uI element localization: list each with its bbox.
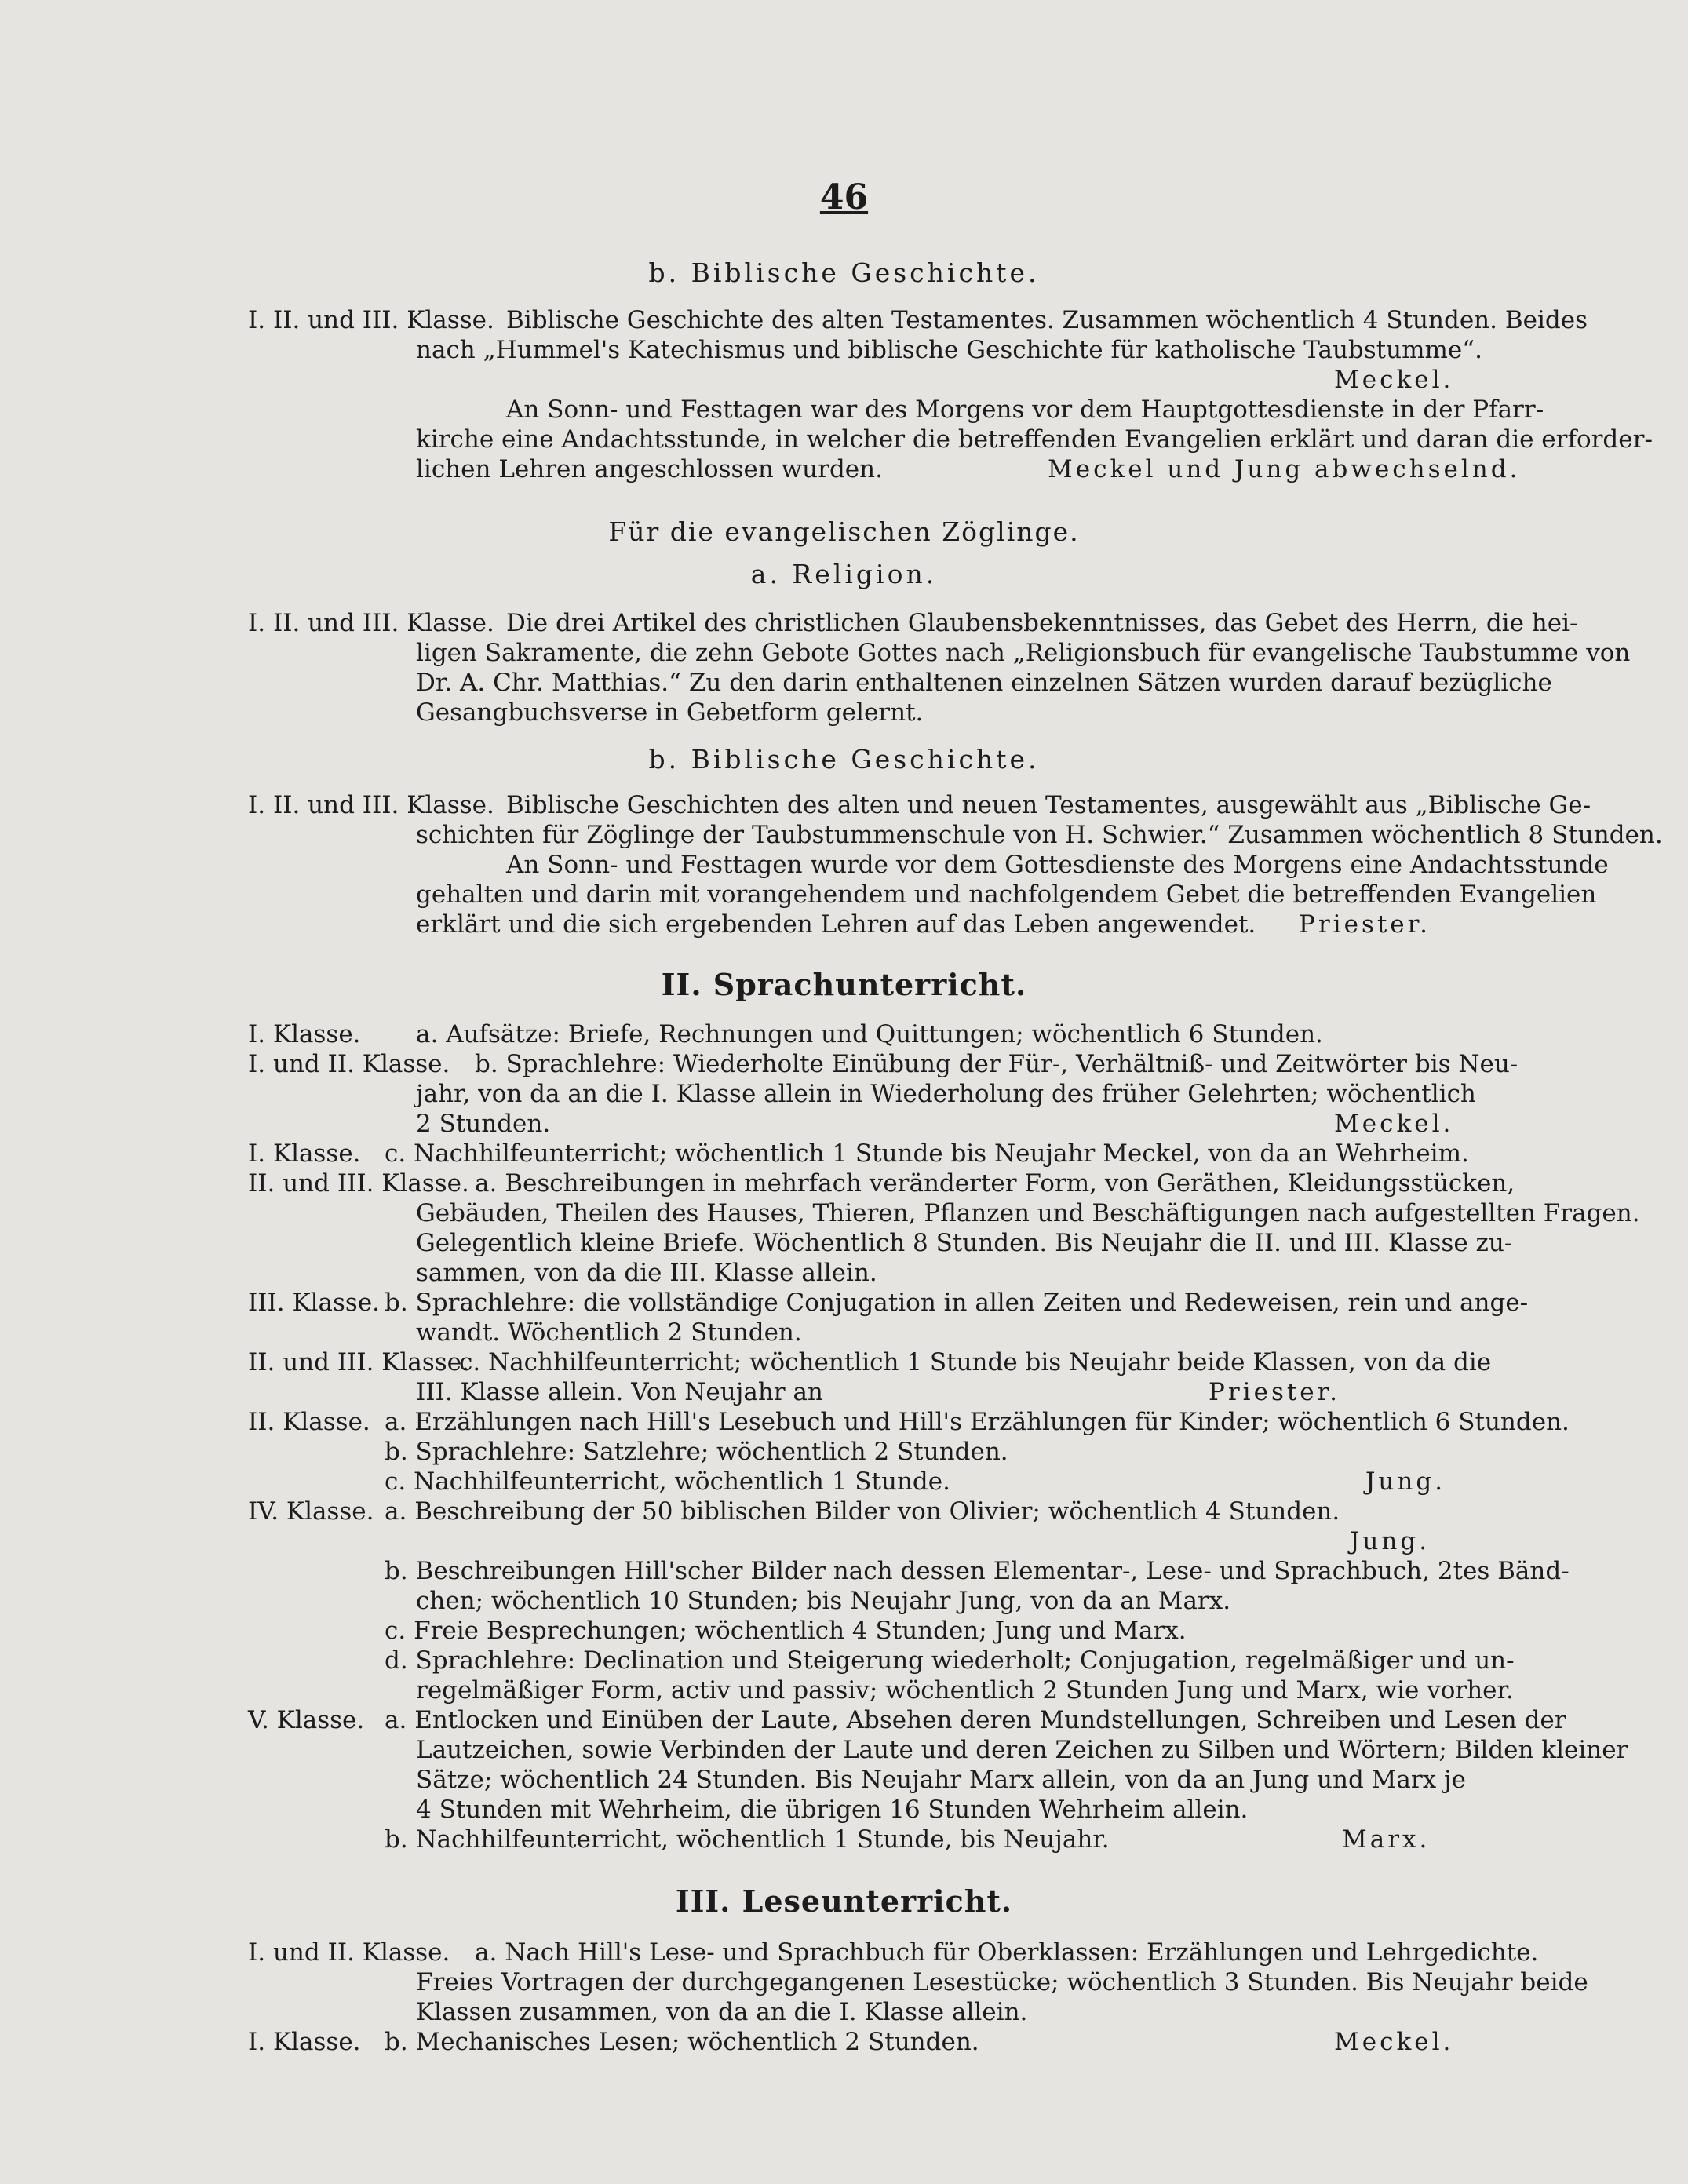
text-line: Klassen zusammen, von da an die I. Klasse allein. <box>416 1998 1028 2026</box>
text-line: 2 Stunden. <box>416 1110 551 1138</box>
text-line: b. Nachhilfeunterricht, wöchentlich 1 Stunde, bis Neujahr. <box>385 1825 1110 1854</box>
text-line: b. Beschreibungen Hill'scher Bilder nach dessen Elementar-, Lese- und Sprachbuch, 2tes Bänd- <box>385 1557 1570 1585</box>
class-label: I. Klasse. <box>248 1139 361 1168</box>
teacher-name: Priester. <box>1209 1378 1340 1406</box>
class-label: I. II. und III. Klasse. <box>248 609 494 637</box>
teacher-name: Meckel. <box>1334 1110 1454 1138</box>
class-label: V. Klasse. <box>248 1706 365 1734</box>
text-line: a. Beschreibung der 50 biblischen Bilder von Olivier; wöchentlich 4 Stunden. <box>385 1497 1340 1526</box>
text-line: An Sonn- und Festtagen wurde vor dem Gottesdienste des Morgens eine Andachtsstunde <box>506 851 1609 879</box>
text-line: erklärt und die sich ergebenden Lehren auf das Leben angewendet. <box>416 910 1256 939</box>
section-heading-biblische-geschichte: b. Biblische Geschichte. <box>648 257 1040 288</box>
text-line: nach „Hummel's Katechismus und biblische Geschichte für katholische Taubstumme“. <box>416 336 1482 364</box>
class-label: I. II. und III. Klasse. <box>248 306 494 334</box>
text-line: An Sonn- und Festtagen war des Morgens vor dem Hauptgottesdienste in der Pfarr- <box>506 396 1544 424</box>
section-heading-sprachunterricht: II. Sprachunterricht. <box>661 967 1027 1002</box>
text-line: III. Klasse allein. Von Neujahr an <box>416 1378 823 1406</box>
text-line: b. Sprachlehre: Wiederholte Einübung der Für-, Verhältniß- und Zeitwörter bis Neu- <box>475 1050 1518 1078</box>
text-line: 4 Stunden mit Wehrheim, die übrigen 16 Stunden Wehrheim allein. <box>416 1796 1249 1824</box>
class-label: II. Klasse. <box>248 1408 370 1436</box>
text-line: wandt. Wöchentlich 2 Stunden. <box>416 1318 802 1347</box>
teacher-name: Jung. <box>1350 1527 1431 1555</box>
text-line: Freies Vortragen der durchgegangenen Lesestücke; wöchentlich 3 Stunden. Bis Neujahr beide <box>416 1968 1588 1996</box>
text-line: Biblische Geschichte des alten Testamentes. Zusammen wöchentlich 4 Stunden. Beides <box>506 306 1588 334</box>
text-line: lichen Lehren angeschlossen wurden. <box>416 455 883 483</box>
class-label: III. Klasse. <box>248 1289 381 1317</box>
text-line: Gebäuden, Theilen des Hauses, Thieren, Pflanzen und Beschäftigungen nach aufgestellten Fragen. <box>416 1199 1640 1227</box>
text-line: kirche eine Andachtsstunde, in welcher die betreffenden Evangelien erklärt und daran die erforder- <box>416 425 1653 454</box>
text-line: sammen, von da die III. Klasse allein. <box>416 1259 877 1287</box>
class-label: II. und III. Klasse. <box>248 1348 469 1376</box>
text-line: jahr, von da an die I. Klasse allein in Wiederholung des früher Gelehrten; wöchentlich <box>416 1080 1476 1108</box>
text-line: ligen Sakramente, die zehn Gebote Gottes nach „Religionsbuch für evangelische Taubstumme von <box>416 639 1631 667</box>
text-line: c. Nachhilfeunterricht; wöchentlich 1 Stunde bis Neujahr beide Klassen, von da die <box>459 1348 1492 1376</box>
subheading-religion: a. Religion. <box>750 559 938 589</box>
text-line: a. Aufsätze: Briefe, Rechnungen und Quittungen; wöchentlich 6 Stunden. <box>416 1020 1323 1048</box>
teacher-name: Jung. <box>1365 1468 1446 1496</box>
text-line: a. Entlocken und Einüben der Laute, Absehen deren Mundstellungen, Schreiben und Lesen der <box>385 1706 1566 1734</box>
text-line: a. Erzählungen nach Hill's Lesebuch und Hill's Erzählungen für Kinder; wöchentlich 6 Stunden. <box>385 1408 1570 1436</box>
section-heading-leseunterricht: III. Leseunterricht. <box>675 1883 1013 1919</box>
teacher-name: Meckel. <box>1334 366 1454 394</box>
text-line: c. Nachhilfeunterricht, wöchentlich 1 Stunde. <box>385 1468 950 1496</box>
text-line: regelmäßiger Form, activ und passiv; wöchentlich 2 Stunden Jung und Marx, wie vorher. <box>416 1676 1514 1705</box>
class-label: I. Klasse. <box>248 1020 361 1048</box>
class-label: I. und II. Klasse. <box>248 1050 450 1078</box>
text-line: Biblische Geschichten des alten und neuen Testamentes, ausgewählt aus „Biblische Ge- <box>506 791 1591 819</box>
class-label: II. und III. Klasse. <box>248 1169 469 1198</box>
text-line: b. Mechanisches Lesen; wöchentlich 2 Stunden. <box>385 2028 979 2056</box>
text-line: b. Sprachlehre: die vollständige Conjugation in allen Zeiten und Redeweisen, rein und ange- <box>385 1289 1529 1317</box>
text-line: Dr. A. Chr. Matthias.“ Zu den darin enthaltenen einzelnen Sätzen wurden darauf bezügliche <box>416 669 1552 697</box>
teacher-name: Priester. <box>1299 910 1431 939</box>
class-label: IV. Klasse. <box>248 1497 374 1526</box>
text-line: a. Beschreibungen in mehrfach veränderter Form, von Geräthen, Kleidungsstücken, <box>475 1169 1515 1198</box>
text-line: d. Sprachlehre: Declination und Steigerung wiederholt; Conjugation, regelmäßiger und un- <box>385 1646 1515 1675</box>
text-line: schichten für Zöglinge der Taubstummenschule von H. Schwier.“ Zusammen wöchentlich 8 Stunden. <box>416 821 1663 849</box>
text-line: Die drei Artikel des christlichen Glaubensbekenntnisses, das Gebet des Herrn, die hei- <box>506 609 1578 637</box>
text-line: a. Nach Hill's Lese- und Sprachbuch für Oberklassen: Erzählungen und Lehrgedichte. <box>475 1938 1539 1967</box>
class-label: I. und II. Klasse. <box>248 1938 450 1967</box>
text-line: chen; wöchentlich 10 Stunden; bis Neujahr Jung, von da an Marx. <box>416 1587 1231 1615</box>
text-line: Gelegentlich kleine Briefe. Wöchentlich 8 Stunden. Bis Neujahr die II. und III. Klasse zu- <box>416 1229 1513 1257</box>
text-line: Lautzeichen, sowie Verbinden der Laute und deren Zeichen zu Silben und Wörtern; Bilden kleiner <box>416 1736 1628 1764</box>
class-label: I. II. und III. Klasse. <box>248 791 494 819</box>
section-heading-evangelisch: Für die evangelischen Zöglinge. <box>608 516 1080 547</box>
class-label: I. Klasse. <box>248 2028 361 2056</box>
page-number: 46 <box>819 177 869 217</box>
text-line: c. Nachhilfeunterricht; wöchentlich 1 Stunde bis Neujahr Meckel, von da an Wehrheim. <box>385 1139 1469 1168</box>
teacher-name: Meckel. <box>1334 2028 1454 2056</box>
text-line: Sätze; wöchentlich 24 Stunden. Bis Neujahr Marx allein, von da an Jung und Marx je <box>416 1766 1466 1794</box>
teacher-name: Meckel und Jung abwechselnd. <box>1048 455 1521 483</box>
text-line: Gesangbuchsverse in Gebetform gelernt. <box>416 698 924 727</box>
subheading-biblische-geschichte: b. Biblische Geschichte. <box>648 744 1040 775</box>
teacher-name: Marx. <box>1342 1825 1431 1854</box>
text-line: gehalten und darin mit vorangehendem und nachfolgendem Gebet die betreffenden Evangelien <box>416 881 1597 909</box>
text-line: b. Sprachlehre: Satzlehre; wöchentlich 2 Stunden. <box>385 1438 1008 1466</box>
text-line: c. Freie Besprechungen; wöchentlich 4 Stunden; Jung und Marx. <box>385 1617 1187 1645</box>
